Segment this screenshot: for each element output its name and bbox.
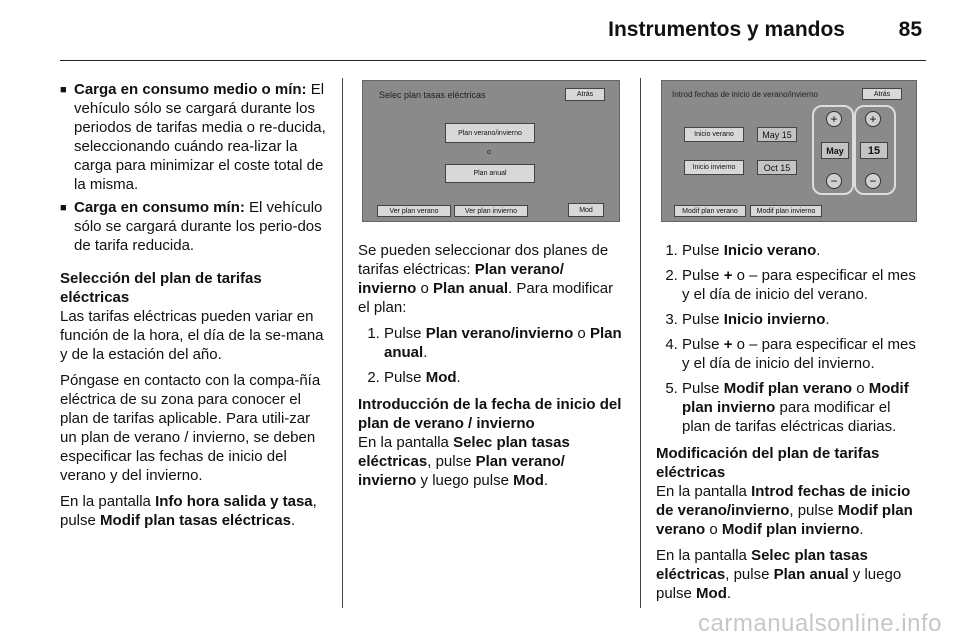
column-divider-1 xyxy=(342,78,343,608)
paragraph: Las tarifas eléctricas pueden variar en función de la hora, el día de la se-mana y de la estación del año. xyxy=(60,308,324,363)
day-value: 15 xyxy=(860,142,888,159)
list-item: 2. Pulse Mod. xyxy=(384,368,624,387)
header-rule xyxy=(60,60,926,61)
screenshot-season-dates xyxy=(661,80,917,222)
day-plus-icon[interactable]: + xyxy=(865,111,881,127)
or-label: o xyxy=(487,149,491,156)
paragraph: Se pueden seleccionar dos planes de tarifas eléctricas: Plan verano/ invierno o Plan anual. Para modificar el plan: xyxy=(358,242,614,316)
bullet-square-icon: ■ xyxy=(60,202,67,214)
steps-list xyxy=(358,324,624,387)
steps-list xyxy=(656,241,922,436)
view-winter-plan-button[interactable]: Ver plan invierno xyxy=(454,205,528,217)
list-item: 2. Pulse + o – para especificar el mes y el día de inicio del verano. xyxy=(682,266,922,304)
column-3 xyxy=(656,241,922,610)
screenshot-rate-plan-select xyxy=(362,80,620,222)
bullet-text: El vehículo sólo se cargará durante los periodos de tarifas media o re-ducida, seleccionando cuándo rea-lizar la carga para minimizar el coste total de la misma. xyxy=(74,81,326,193)
bullet-text: El vehículo sólo se cargará durante los perio-dos de tarifa reducida. xyxy=(74,199,323,254)
winter-start-value: Oct 15 xyxy=(757,160,797,175)
month-value: May xyxy=(821,142,849,159)
column-divider-2 xyxy=(640,78,641,608)
paragraph: En la pantalla Selec plan tasas eléctricas, pulse Plan verano/ invierno y luego pulse Mod. xyxy=(358,434,570,489)
screen-title: Selec plan tasas eléctricas xyxy=(379,90,486,100)
list-item: 5. Pulse Modif plan verano o Modif plan invierno para modificar el plan de tarifas eléctricas diarias. xyxy=(682,379,922,436)
section-heading: Introducción de la fecha de inicio del plan de verano / invierno xyxy=(358,396,622,432)
page-header-title: Instrumentos y mandos xyxy=(608,18,845,41)
back-button[interactable]: Atrás xyxy=(565,88,605,101)
annual-plan-button[interactable]: Plan anual xyxy=(445,164,535,183)
winter-start-button[interactable]: Inicio invierno xyxy=(684,160,744,175)
summer-winter-plan-button[interactable]: Plan verano/invierno xyxy=(445,123,535,143)
watermark: carmanualsonline.info xyxy=(698,610,942,637)
section-heading: Selección del plan de tarifas eléctricas xyxy=(60,270,262,306)
back-button[interactable]: Atrás xyxy=(862,88,902,100)
bullet-item xyxy=(60,198,328,255)
bullet-term: Carga en consumo medio o mín: xyxy=(74,81,307,98)
bullet-square-icon: ■ xyxy=(60,84,67,96)
bullet-item xyxy=(60,80,328,194)
view-summer-plan-button[interactable]: Ver plan verano xyxy=(377,205,451,217)
paragraph: En la pantalla Info hora salida y tasa, pulse Modif plan tasas eléctricas. xyxy=(60,493,317,529)
summer-start-button[interactable]: Inicio verano xyxy=(684,127,744,142)
modify-summer-plan-button[interactable]: Modif plan verano xyxy=(674,205,746,217)
list-item: 1. Pulse Inicio verano. xyxy=(682,241,922,260)
month-minus-icon[interactable]: − xyxy=(826,173,842,189)
page-number: 85 xyxy=(898,18,922,41)
paragraph: En la pantalla Selec plan tasas eléctricas, pulse Plan anual y luego pulse Mod. xyxy=(656,547,902,602)
column-1 xyxy=(60,80,328,537)
month-plus-icon[interactable]: + xyxy=(826,111,842,127)
mod-button[interactable]: Mod xyxy=(568,203,604,217)
list-item: 3. Pulse Inicio invierno. xyxy=(682,310,922,329)
bullet-term: Carga en consumo mín: xyxy=(74,199,245,216)
modify-winter-plan-button[interactable]: Modif plan invierno xyxy=(750,205,822,217)
screen-title: Introd fechas de inicio de verano/invierno xyxy=(672,90,818,99)
column-2 xyxy=(358,241,624,497)
section-heading: Modificación del plan de tarifas eléctricas xyxy=(656,445,880,481)
list-item: 1. Pulse Plan verano/invierno o Plan anual. xyxy=(384,324,624,362)
day-minus-icon[interactable]: − xyxy=(865,173,881,189)
paragraph: En la pantalla Introd fechas de inicio de verano/invierno, pulse Modif plan verano o Modif plan invierno. xyxy=(656,483,913,538)
summer-start-value: May 15 xyxy=(757,127,797,142)
paragraph: Póngase en contacto con la compa-ñía eléctrica de su zona para conocer el plan de tarifas aplicable. Para utili-zar un plan de verano / invierno, se deben especificar las fechas de inicio del verano y del invierno. xyxy=(60,372,321,484)
list-item: 4. Pulse + o – para especificar el mes y el día de inicio del invierno. xyxy=(682,335,922,373)
